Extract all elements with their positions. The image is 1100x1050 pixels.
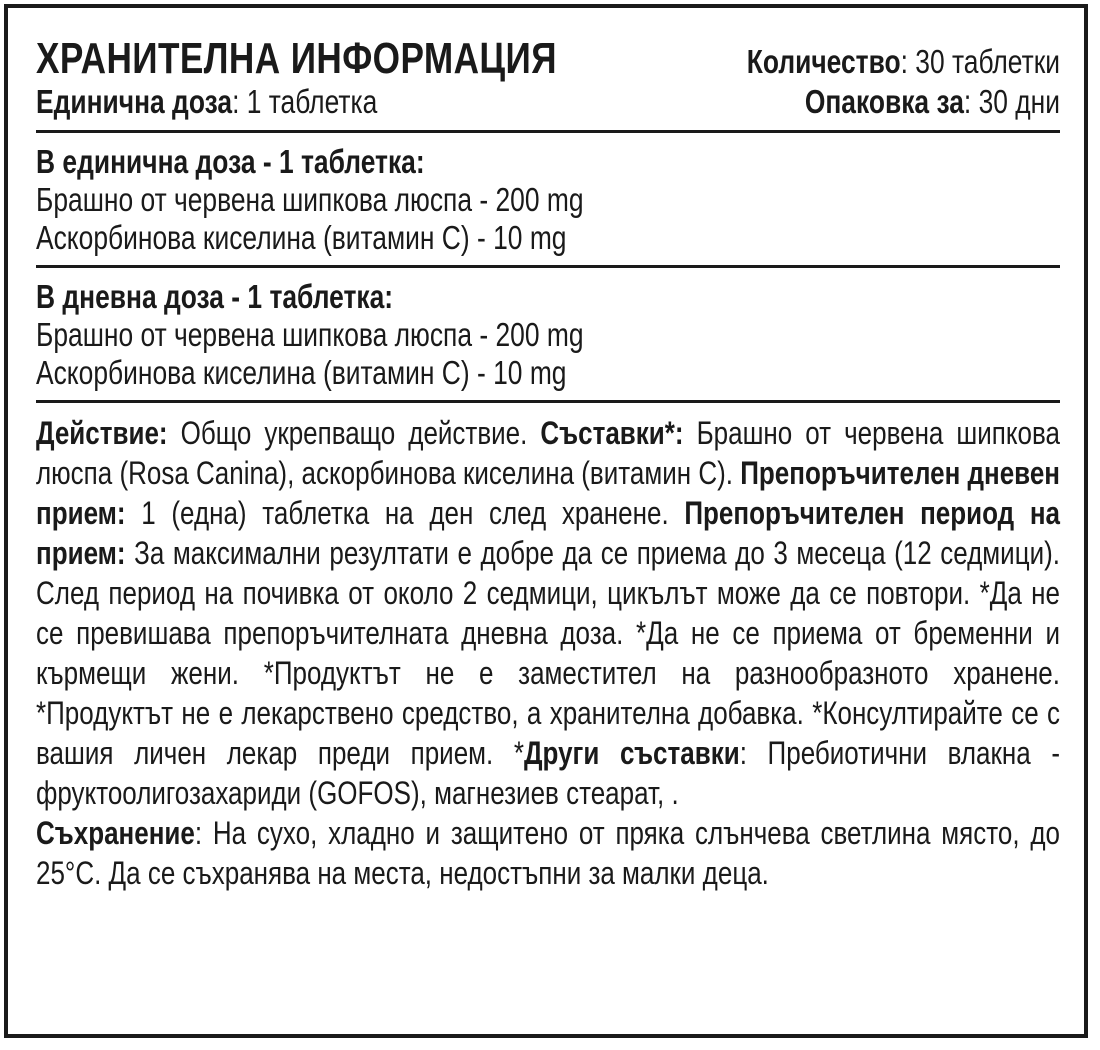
package-label: Опаковка за: [804, 83, 964, 120]
package-value: : 30 дни: [963, 83, 1060, 120]
quantity-value: : 30 таблетки: [900, 43, 1060, 80]
other-ingredients-text: : Пребиотични влакна - фруктоолигозахариди (GOFOS), магнезиев стеарат, .: [36, 735, 1060, 811]
unit-dose-heading: В единична доза - 1 таблетка:: [36, 143, 425, 180]
period-label: Препоръчителен период на прием:: [36, 495, 1060, 571]
storage-label: Съхранение: [36, 815, 195, 851]
daily-dose-section: [36, 278, 1060, 392]
package-info: [805, 82, 1060, 122]
unit-dose-item: Аскорбинова киселина (витамин С) - 10 mg: [36, 219, 567, 256]
divider: [36, 265, 1060, 268]
storage-paragraph: [36, 813, 1060, 893]
unit-dose-label: Единична доза: [36, 83, 233, 120]
label-content: [36, 36, 1060, 893]
other-ingredients-label: Други съставки: [524, 735, 740, 771]
header-row-2: [36, 82, 1060, 122]
unit-dose-value: : 1 таблетка: [232, 83, 378, 120]
header-row-1: [36, 36, 1060, 82]
description-paragraph: [36, 413, 1060, 813]
ingredients-label: Съставки*:: [540, 415, 684, 451]
action-text: Общо укрепващо действие.: [167, 415, 541, 451]
action-label: Действие:: [36, 415, 168, 451]
daily-dose-item: Аскорбинова киселина (витамин С) - 10 mg: [36, 354, 567, 391]
daily-dose-heading: В дневна доза - 1 таблетка:: [36, 278, 394, 315]
quantity-info: [747, 42, 1060, 82]
label-title: ХРАНИТЕЛНА ИНФОРМАЦИЯ: [36, 34, 557, 83]
nutrition-label-panel: [4, 4, 1088, 1038]
daily-intake-label: Препоръчителен дневен прием:: [36, 455, 1060, 531]
condensed-text-block: [36, 36, 1060, 893]
period-text: За максимални резултати е добре да се приема до 3 месеца (12 седмици). След период на почивка от около 2 седмици, цикълът може да се повтори. *Да не се превишава препоръчителната дневна доза. *Да не се приема от бременни и кърмещи жени. *Продуктът не е заместител на разнообразното хранене. *Продуктът не е лекарствено средство, а хранителна добавка. *Консултирайте се с вашия личен лекар преди прием. *: [36, 535, 1060, 771]
ingredients-text: Брашно от червена шипкова люспа (Rosa Canina), аскорбинова киселина (витамин С).: [36, 415, 1060, 491]
quantity-label: Количество: [746, 43, 901, 80]
daily-dose-item: Брашно от червена шипкова люспа - 200 mg: [36, 316, 584, 353]
unit-dose-item: Брашно от червена шипкова люспа - 200 mg: [36, 181, 584, 218]
divider: [36, 130, 1060, 133]
unit-dose-section: [36, 143, 1060, 257]
unit-dose-info: [36, 82, 377, 122]
divider: [36, 400, 1060, 403]
storage-text: : На сухо, хладно и защитено от пряка слънчева светлина място, до 25°C. Да се съхранява на места, недостъпни за малки деца.: [36, 815, 1061, 891]
daily-intake-text: 1 (една) таблетка на ден след хранене.: [125, 495, 685, 531]
